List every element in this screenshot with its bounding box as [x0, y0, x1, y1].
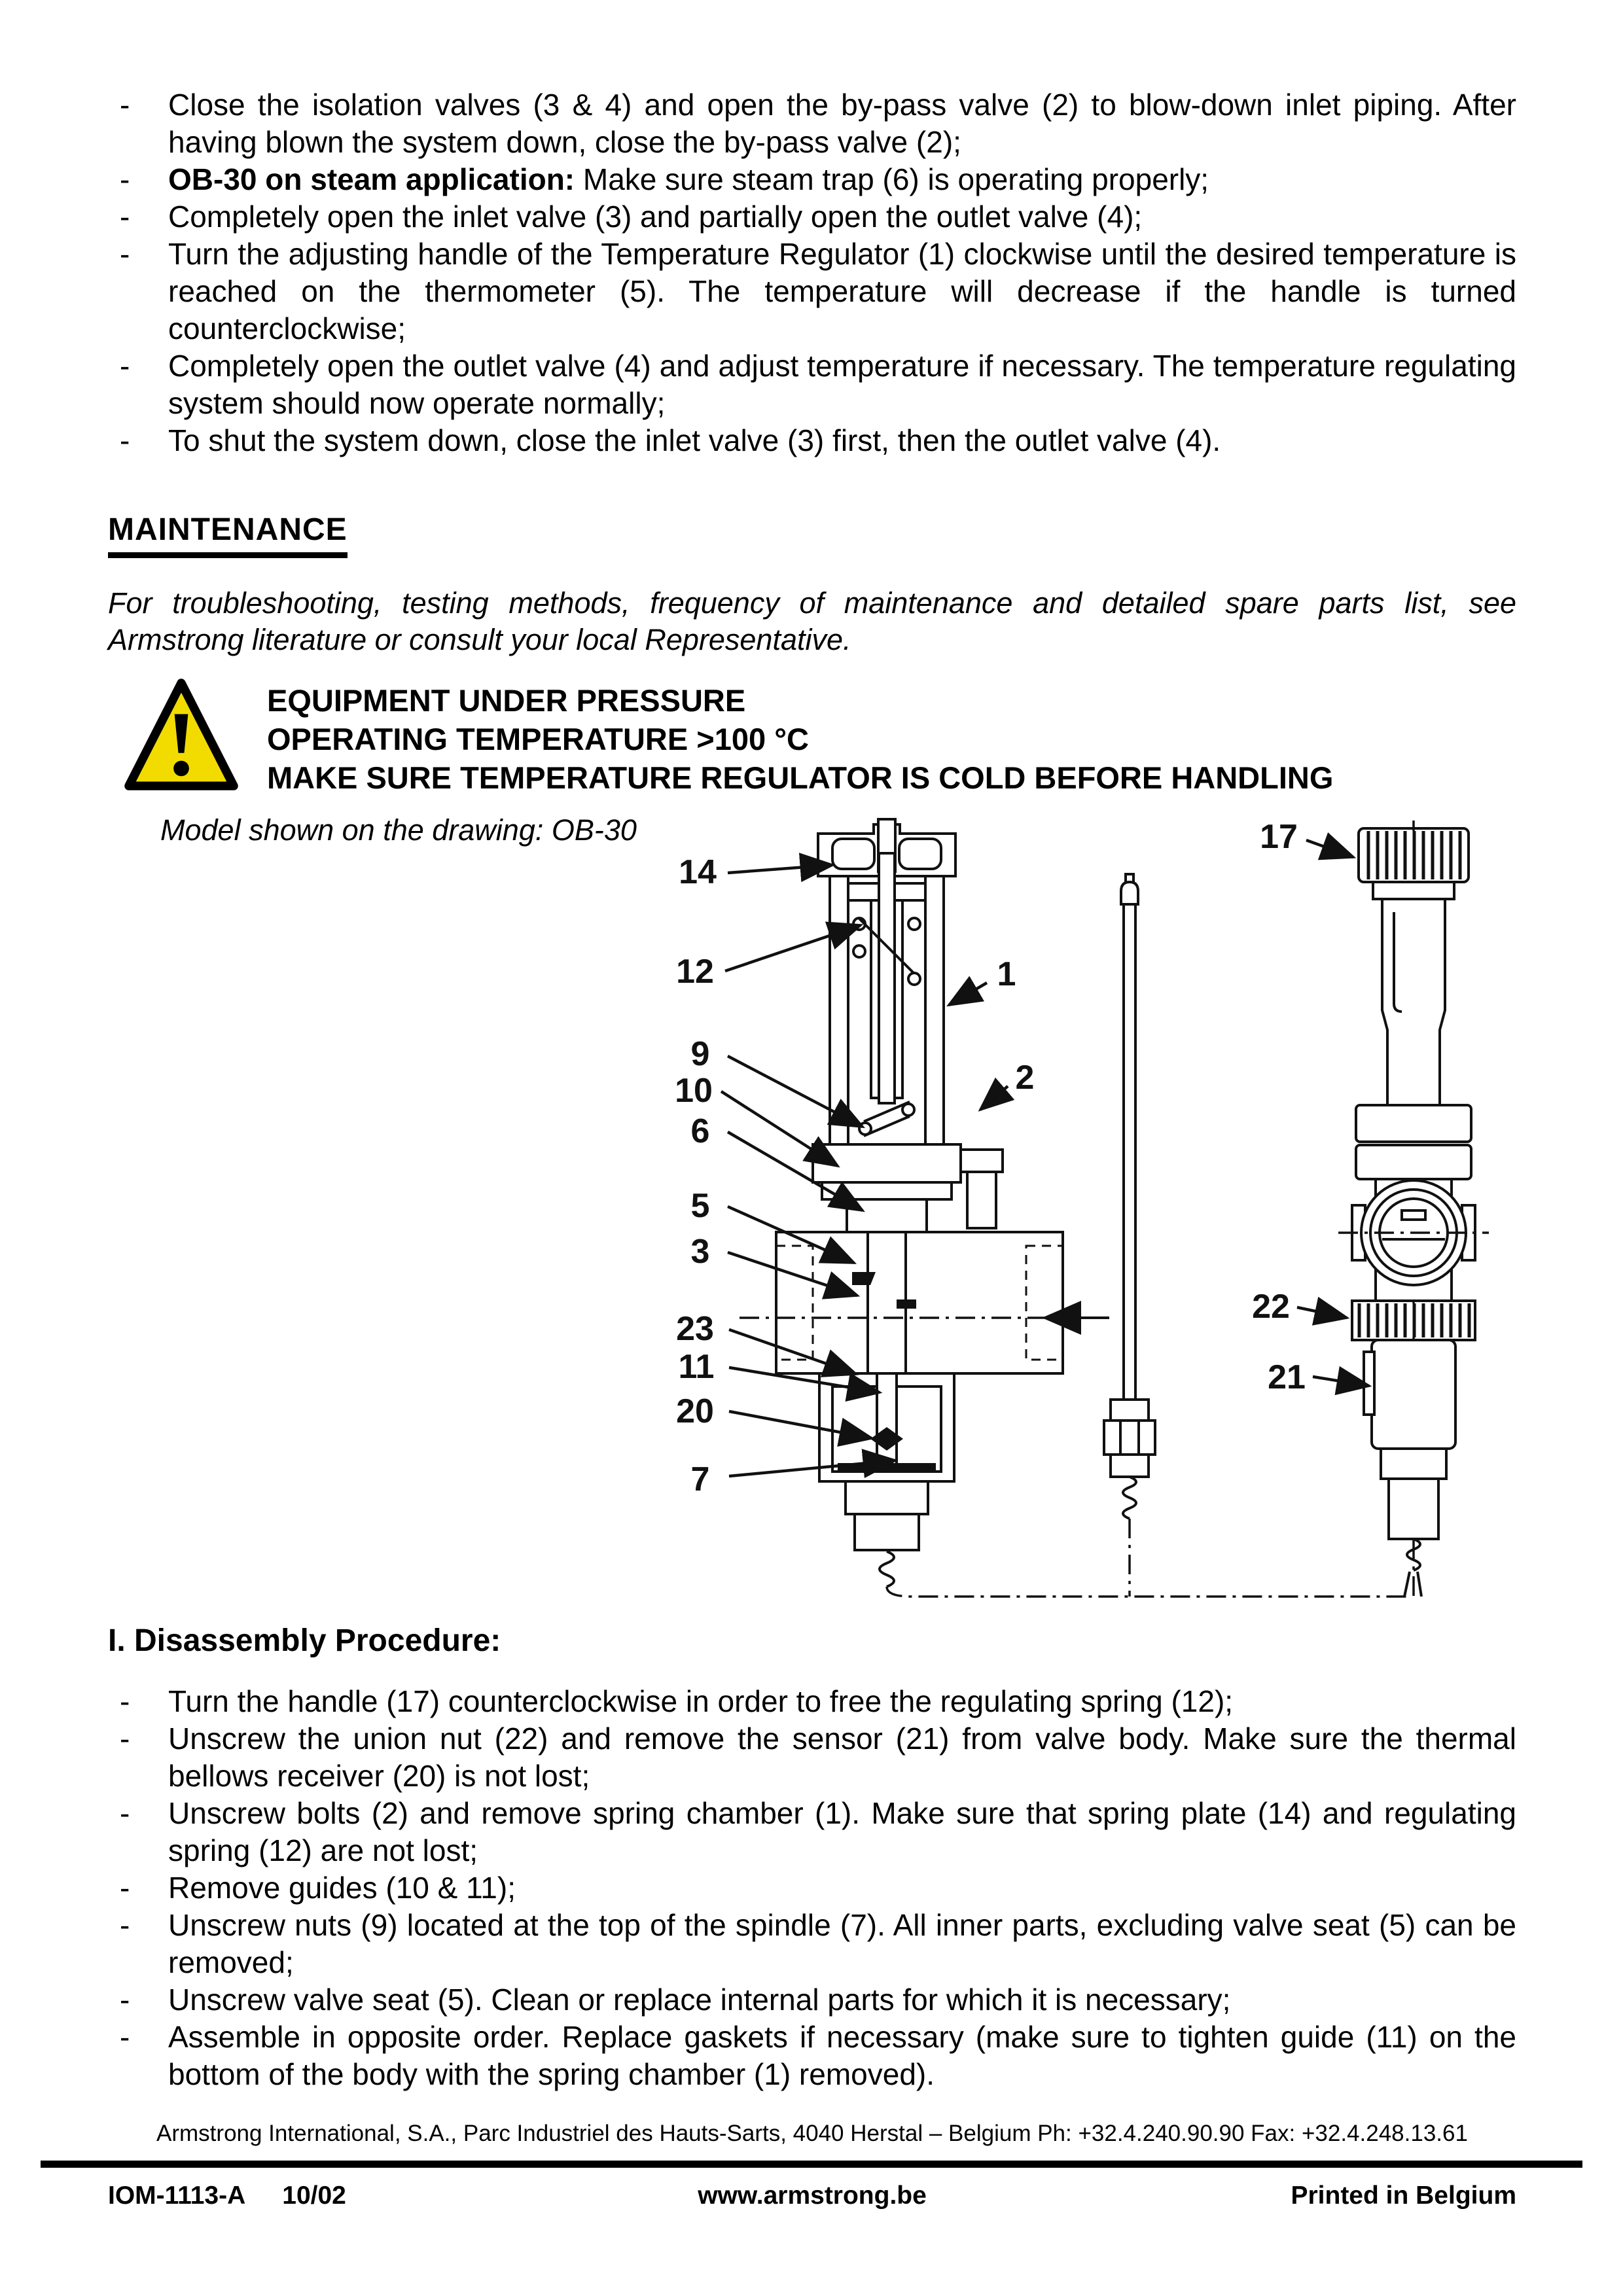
warning-line: EQUIPMENT UNDER PRESSURE: [267, 683, 746, 718]
disassembly-list: [108, 1683, 1516, 2093]
bullet-dash: -: [120, 200, 130, 234]
maintenance-paragraph: For troubleshooting, testing methods, frequency of maintenance and detailed spare parts list, see Armstrong literature or consult your local Representative.: [108, 586, 1516, 656]
callout-5: 5: [690, 1187, 710, 1225]
callout-9: 9: [690, 1035, 710, 1073]
callout-23: 23: [676, 1310, 714, 1348]
warning-triangle-icon: [123, 677, 240, 794]
callout-1: 1: [997, 955, 1016, 993]
bullet-dash: -: [120, 88, 130, 122]
callout-2: 2: [1015, 1059, 1035, 1097]
bullet-dash: -: [120, 423, 130, 457]
callout-12: 12: [676, 953, 714, 991]
company-address: Armstrong International, S.A., Parc Industriel des Hauts-Sarts, 4040 Herstal – Belgium Ph: +32.4.240.90.90 Fax: +32.4.248.13.61: [156, 2121, 1468, 2146]
list-item-text: Completely open the outlet valve (4) and adjust temperature if necessary. The temperature regulating system should now operate normally;: [168, 349, 1516, 420]
list-item: [108, 2019, 1516, 2093]
bullet-dash: -: [120, 1983, 130, 2017]
disassembly-heading: I. Disassembly Procedure:: [108, 1623, 501, 1658]
footer-rule: [41, 2161, 1582, 2168]
list-item-text: Unscrew nuts (9) located at the top of the spindle (7). All inner parts, excluding valve seat (5) can be removed;: [168, 1908, 1516, 1979]
callout-17: 17: [1260, 818, 1298, 856]
list-item-text: Unscrew valve seat (5). Clean or replace internal parts for which it is necessary;: [168, 1983, 1231, 2017]
list-item: [108, 86, 1516, 161]
technical-drawing: [622, 814, 1538, 1606]
callout-20: 20: [676, 1392, 714, 1430]
list-item: [108, 1981, 1516, 2019]
list-item: [108, 1907, 1516, 1981]
valve-cross-section: [740, 819, 1410, 1597]
warning-text: [267, 677, 1333, 797]
sensor-assembly: [1338, 821, 1489, 1599]
list-item-text: To shut the system down, close the inlet valve (3) first, then the outlet valve (4).: [168, 423, 1221, 457]
list-item-text: Make sure steam trap (6) is operating properly;: [575, 162, 1209, 196]
bullet-dash: -: [120, 1908, 130, 1942]
doc-date: 10/02: [282, 2181, 346, 2210]
bullet-dash: -: [120, 1871, 130, 1905]
list-item-text: Remove guides (10 & 11);: [168, 1871, 516, 1905]
list-item: [108, 1795, 1516, 1869]
callout-14: 14: [679, 853, 717, 891]
warning-line: OPERATING TEMPERATURE >100 °C: [267, 722, 809, 756]
bullet-dash: -: [120, 2020, 130, 2054]
model-note: Model shown on the drawing: OB-30: [160, 813, 637, 847]
callout-3: 3: [690, 1233, 710, 1271]
regulator-cross-section-figure: [622, 814, 1538, 1606]
list-item-text: Turn the adjusting handle of the Temperature Regulator (1) clockwise until the desired temperature is reached on the thermometer (5). The temperature will decrease if the handle is turned counterclockwise;: [168, 237, 1516, 345]
list-item: [108, 161, 1516, 198]
list-item-text: Assemble in opposite order. Replace gaskets if necessary (make sure to tighten guide (11) on the bottom of the body with the spring chamber (1) removed).: [168, 2020, 1516, 2091]
maintenance-heading: MAINTENANCE: [108, 512, 348, 558]
list-item: [108, 422, 1516, 459]
website: www.armstrong.be: [698, 2181, 927, 2210]
list-item-text: Unscrew the union nut (22) and remove the sensor (21) from valve body. Make sure the thermal bellows receiver (20) is not lost;: [168, 1722, 1516, 1793]
list-item: [108, 236, 1516, 347]
callout-21: 21: [1268, 1358, 1306, 1396]
list-item-bold: OB-30 on steam application:: [168, 162, 575, 196]
startup-procedure-list: [108, 86, 1516, 459]
thermometer-rod: [1104, 874, 1155, 1597]
callout-6: 6: [690, 1112, 710, 1150]
callout-10: 10: [675, 1072, 713, 1110]
list-item: [108, 1720, 1516, 1795]
doc-id: IOM-1113-A: [108, 2181, 246, 2210]
bullet-dash: -: [120, 162, 130, 196]
bullet-dash: -: [120, 1796, 130, 1830]
bullet-dash: -: [120, 1722, 130, 1756]
list-item: [108, 1683, 1516, 1720]
callout-7: 7: [690, 1460, 710, 1498]
list-item-text: Turn the handle (17) counterclockwise in order to free the regulating spring (12);: [168, 1684, 1234, 1718]
bullet-dash: -: [120, 237, 130, 271]
warning-line: MAKE SURE TEMPERATURE REGULATOR IS COLD BEFORE HANDLING: [267, 760, 1334, 795]
list-item-text: Close the isolation valves (3 & 4) and open the by-pass valve (2) to blow-down inlet piping. After having blown the system down, close the by-pass valve (2);: [168, 88, 1516, 159]
list-item: [108, 347, 1516, 422]
bullet-dash: -: [120, 349, 130, 383]
printed-in: Printed in Belgium: [1291, 2181, 1516, 2210]
list-item-text: Completely open the inlet valve (3) and partially open the outlet valve (4);: [168, 200, 1143, 234]
callout-11: 11: [678, 1348, 715, 1386]
list-item-text: Unscrew bolts (2) and remove spring chamber (1). Make sure that spring plate (14) and regulating spring (12) are not lost;: [168, 1796, 1516, 1867]
callout-22: 22: [1252, 1288, 1290, 1326]
list-item: [108, 1869, 1516, 1907]
bullet-dash: -: [120, 1684, 130, 1718]
warning-block: [123, 677, 1333, 797]
list-item: [108, 198, 1516, 236]
